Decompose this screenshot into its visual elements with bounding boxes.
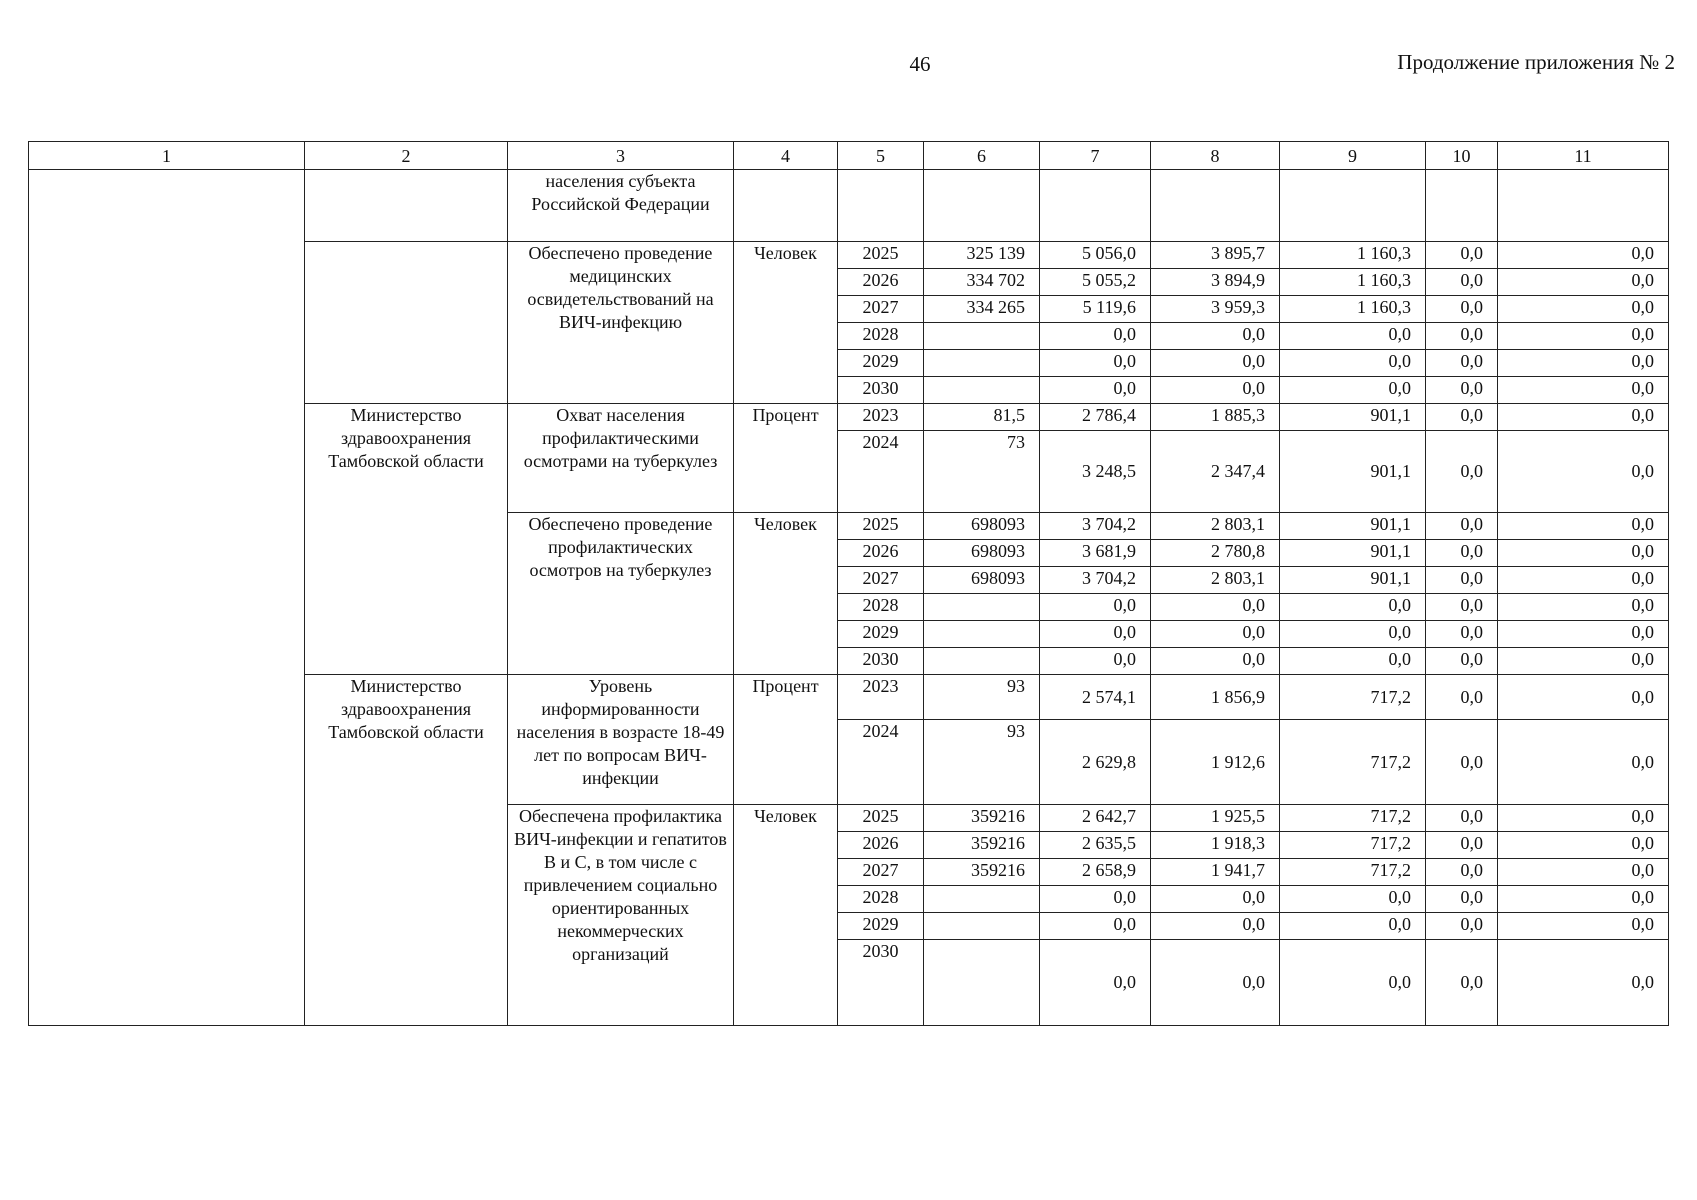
value-cell-c7: 3 704,2 — [1040, 513, 1151, 540]
year-cell: 2028 — [838, 594, 924, 621]
value-cell-c10: 0,0 — [1426, 720, 1498, 805]
value-cell-c6 — [924, 377, 1040, 404]
value-cell-c10: 0,0 — [1426, 350, 1498, 377]
value-cell-c7: 2 786,4 — [1040, 404, 1151, 431]
value-cell-c10: 0,0 — [1426, 296, 1498, 323]
value-cell-c10: 0,0 — [1426, 594, 1498, 621]
value-cell-c6: 698093 — [924, 513, 1040, 540]
value-cell-c7: 2 658,9 — [1040, 859, 1151, 886]
value-cell-c7: 2 642,7 — [1040, 805, 1151, 832]
value-cell-c8: 2 347,4 — [1151, 431, 1280, 513]
year-cell: 2025 — [838, 513, 924, 540]
year-cell: 2023 — [838, 404, 924, 431]
value-cell-c6: 359216 — [924, 805, 1040, 832]
value-cell-c9: 1 160,3 — [1280, 296, 1426, 323]
value-cell-c8: 0,0 — [1151, 886, 1280, 913]
unit-cell: Человек — [734, 513, 838, 675]
value-cell-c7: 0,0 — [1040, 350, 1151, 377]
value-cell-c8: 0,0 — [1151, 621, 1280, 648]
value-cell-c10: 0,0 — [1426, 913, 1498, 940]
value-cell-c6: 325 139 — [924, 242, 1040, 269]
value-cell-c9: 717,2 — [1280, 675, 1426, 720]
empty-cell — [1426, 170, 1498, 242]
value-cell-c11: 0,0 — [1498, 675, 1669, 720]
year-cell: 2029 — [838, 913, 924, 940]
value-cell-c8: 3 895,7 — [1151, 242, 1280, 269]
year-cell: 2025 — [838, 242, 924, 269]
year-cell: 2030 — [838, 940, 924, 1026]
value-cell-c9: 901,1 — [1280, 567, 1426, 594]
value-cell-c11: 0,0 — [1498, 350, 1669, 377]
empty-cell — [1040, 170, 1151, 242]
data-table — [28, 141, 1669, 1026]
year-cell: 2030 — [838, 648, 924, 675]
year-cell: 2028 — [838, 886, 924, 913]
year-cell: 2026 — [838, 540, 924, 567]
value-cell-c7: 3 681,9 — [1040, 540, 1151, 567]
value-cell-c9: 0,0 — [1280, 323, 1426, 350]
value-cell-c10: 0,0 — [1426, 832, 1498, 859]
value-cell-c6: 93 — [924, 675, 1040, 720]
value-cell-c10: 0,0 — [1426, 540, 1498, 567]
year-cell: 2029 — [838, 350, 924, 377]
value-cell-c7: 2 635,5 — [1040, 832, 1151, 859]
value-cell-c9: 901,1 — [1280, 540, 1426, 567]
value-cell-c11: 0,0 — [1498, 540, 1669, 567]
year-cell: 2026 — [838, 832, 924, 859]
value-cell-c11: 0,0 — [1498, 296, 1669, 323]
value-cell-c9: 901,1 — [1280, 513, 1426, 540]
value-cell-c9: 0,0 — [1280, 913, 1426, 940]
value-cell-c6: 73 — [924, 431, 1040, 513]
page-number: 46 — [909, 52, 931, 76]
value-cell-c9: 0,0 — [1280, 648, 1426, 675]
value-cell-c10: 0,0 — [1426, 567, 1498, 594]
value-cell-c11: 0,0 — [1498, 720, 1669, 805]
value-cell-c10: 0,0 — [1426, 242, 1498, 269]
column1-empty-cell — [29, 170, 305, 1026]
ministry-name: Министерство здравоохранения Тамбовской области — [305, 404, 508, 675]
unit-cell: Человек — [734, 805, 838, 1026]
value-cell-c10: 0,0 — [1426, 859, 1498, 886]
value-cell-c9: 1 160,3 — [1280, 242, 1426, 269]
value-cell-c7: 0,0 — [1040, 648, 1151, 675]
value-cell-c8: 0,0 — [1151, 648, 1280, 675]
value-cell-c6 — [924, 913, 1040, 940]
value-cell-c8: 0,0 — [1151, 350, 1280, 377]
ministry-name: Министерство здравоохранения Тамбовской области — [305, 675, 508, 1026]
value-cell-c11: 0,0 — [1498, 886, 1669, 913]
column-number: 8 — [1151, 142, 1280, 170]
column-number-row — [29, 142, 1669, 170]
value-cell-c7: 0,0 — [1040, 323, 1151, 350]
value-cell-c6: 334 265 — [924, 296, 1040, 323]
value-cell-c10: 0,0 — [1426, 513, 1498, 540]
indicator-name: Охват населения профилактическими осмотрами на туберкулез — [508, 404, 734, 513]
value-cell-c7: 0,0 — [1040, 940, 1151, 1026]
column-number: 2 — [305, 142, 508, 170]
year-cell: 2030 — [838, 377, 924, 404]
value-cell-c10: 0,0 — [1426, 940, 1498, 1026]
column2-empty-cell — [305, 242, 508, 404]
continuation-text: населения субъекта Российской Федерации — [508, 170, 734, 242]
value-cell-c7: 3 248,5 — [1040, 431, 1151, 513]
value-cell-c10: 0,0 — [1426, 648, 1498, 675]
value-cell-c6 — [924, 940, 1040, 1026]
value-cell-c11: 0,0 — [1498, 431, 1669, 513]
value-cell-c9: 1 160,3 — [1280, 269, 1426, 296]
value-cell-c6: 359216 — [924, 859, 1040, 886]
value-cell-c6 — [924, 594, 1040, 621]
value-cell-c7: 0,0 — [1040, 886, 1151, 913]
value-cell-c11: 0,0 — [1498, 404, 1669, 431]
year-cell: 2027 — [838, 859, 924, 886]
value-cell-c8: 1 941,7 — [1151, 859, 1280, 886]
value-cell-c6 — [924, 323, 1040, 350]
indicator-name: Уровень информированности населения в возрасте 18-49 лет по вопросам ВИЧ-инфекции — [508, 675, 734, 805]
value-cell-c8: 2 780,8 — [1151, 540, 1280, 567]
value-cell-c9: 901,1 — [1280, 431, 1426, 513]
value-cell-c11: 0,0 — [1498, 513, 1669, 540]
column-number: 9 — [1280, 142, 1426, 170]
value-cell-c7: 3 704,2 — [1040, 567, 1151, 594]
value-cell-c10: 0,0 — [1426, 377, 1498, 404]
value-cell-c10: 0,0 — [1426, 269, 1498, 296]
column-number: 11 — [1498, 142, 1669, 170]
value-cell-c9: 0,0 — [1280, 621, 1426, 648]
value-cell-c8: 0,0 — [1151, 940, 1280, 1026]
value-cell-c8: 1 885,3 — [1151, 404, 1280, 431]
value-cell-c8: 2 803,1 — [1151, 567, 1280, 594]
value-cell-c7: 2 629,8 — [1040, 720, 1151, 805]
table-body — [29, 142, 1669, 1026]
value-cell-c7: 0,0 — [1040, 377, 1151, 404]
value-cell-c9: 717,2 — [1280, 832, 1426, 859]
value-cell-c6 — [924, 886, 1040, 913]
value-cell-c8: 3 894,9 — [1151, 269, 1280, 296]
value-cell-c8: 0,0 — [1151, 594, 1280, 621]
value-cell-c11: 0,0 — [1498, 594, 1669, 621]
value-cell-c6: 334 702 — [924, 269, 1040, 296]
value-cell-c8: 0,0 — [1151, 913, 1280, 940]
column-number: 10 — [1426, 142, 1498, 170]
year-cell: 2027 — [838, 567, 924, 594]
indicator-name: Обеспечена профилактика ВИЧ-инфекции и гепатитов В и С, в том числе с привлечением социально ориентированных некоммерческих организаций — [508, 805, 734, 1026]
appendix-note: Продолжение приложения № 2 — [1397, 50, 1675, 74]
value-cell-c11: 0,0 — [1498, 323, 1669, 350]
indicator-name: Обеспечено проведение медицинских освидетельствований на ВИЧ-инфекцию — [508, 242, 734, 404]
column-number: 6 — [924, 142, 1040, 170]
value-cell-c11: 0,0 — [1498, 940, 1669, 1026]
value-cell-c11: 0,0 — [1498, 805, 1669, 832]
value-cell-c11: 0,0 — [1498, 832, 1669, 859]
value-cell-c10: 0,0 — [1426, 431, 1498, 513]
year-cell: 2024 — [838, 431, 924, 513]
continuation-row — [29, 170, 1669, 242]
empty-cell — [1498, 170, 1669, 242]
value-cell-c9: 901,1 — [1280, 404, 1426, 431]
value-cell-c6: 698093 — [924, 540, 1040, 567]
column-number: 7 — [1040, 142, 1151, 170]
value-cell-c11: 0,0 — [1498, 242, 1669, 269]
value-cell-c8: 1 918,3 — [1151, 832, 1280, 859]
value-cell-c7: 2 574,1 — [1040, 675, 1151, 720]
value-cell-c11: 0,0 — [1498, 377, 1669, 404]
value-cell-c11: 0,0 — [1498, 621, 1669, 648]
empty-cell — [838, 170, 924, 242]
value-cell-c10: 0,0 — [1426, 805, 1498, 832]
empty-cell — [924, 170, 1040, 242]
column2-empty-cell — [305, 170, 508, 242]
value-cell-c10: 0,0 — [1426, 621, 1498, 648]
value-cell-c11: 0,0 — [1498, 859, 1669, 886]
value-cell-c9: 717,2 — [1280, 805, 1426, 832]
year-cell: 2026 — [838, 269, 924, 296]
value-cell-c11: 0,0 — [1498, 567, 1669, 594]
year-cell: 2024 — [838, 720, 924, 805]
value-cell-c9: 717,2 — [1280, 720, 1426, 805]
value-cell-c7: 5 056,0 — [1040, 242, 1151, 269]
empty-cell — [1280, 170, 1426, 242]
column-number: 1 — [29, 142, 305, 170]
indicator-name: Обеспечено проведение профилактических осмотров на туберкулез — [508, 513, 734, 675]
empty-cell — [1151, 170, 1280, 242]
value-cell-c6 — [924, 621, 1040, 648]
column-number: 4 — [734, 142, 838, 170]
value-cell-c9: 0,0 — [1280, 886, 1426, 913]
value-cell-c7: 0,0 — [1040, 594, 1151, 621]
value-cell-c9: 0,0 — [1280, 594, 1426, 621]
unit-cell: Процент — [734, 675, 838, 805]
value-cell-c10: 0,0 — [1426, 886, 1498, 913]
value-cell-c9: 0,0 — [1280, 940, 1426, 1026]
value-cell-c8: 1 925,5 — [1151, 805, 1280, 832]
unit-cell: Человек — [734, 242, 838, 404]
value-cell-c7: 5 055,2 — [1040, 269, 1151, 296]
empty-cell — [734, 170, 838, 242]
column-number: 5 — [838, 142, 924, 170]
value-cell-c8: 2 803,1 — [1151, 513, 1280, 540]
value-cell-c7: 0,0 — [1040, 913, 1151, 940]
value-cell-c6: 359216 — [924, 832, 1040, 859]
value-cell-c6: 81,5 — [924, 404, 1040, 431]
year-cell: 2025 — [838, 805, 924, 832]
value-cell-c10: 0,0 — [1426, 675, 1498, 720]
value-cell-c6: 698093 — [924, 567, 1040, 594]
value-cell-c9: 717,2 — [1280, 859, 1426, 886]
unit-cell: Процент — [734, 404, 838, 513]
year-cell: 2023 — [838, 675, 924, 720]
year-cell: 2027 — [838, 296, 924, 323]
value-cell-c6 — [924, 350, 1040, 377]
value-cell-c11: 0,0 — [1498, 913, 1669, 940]
value-cell-c8: 0,0 — [1151, 377, 1280, 404]
value-cell-c8: 3 959,3 — [1151, 296, 1280, 323]
value-cell-c8: 1 856,9 — [1151, 675, 1280, 720]
value-cell-c11: 0,0 — [1498, 269, 1669, 296]
value-cell-c9: 0,0 — [1280, 350, 1426, 377]
year-cell: 2028 — [838, 323, 924, 350]
value-cell-c7: 5 119,6 — [1040, 296, 1151, 323]
value-cell-c9: 0,0 — [1280, 377, 1426, 404]
value-cell-c10: 0,0 — [1426, 323, 1498, 350]
value-cell-c6 — [924, 648, 1040, 675]
value-cell-c8: 1 912,6 — [1151, 720, 1280, 805]
column-number: 3 — [508, 142, 734, 170]
value-cell-c6: 93 — [924, 720, 1040, 805]
value-cell-c11: 0,0 — [1498, 648, 1669, 675]
value-cell-c10: 0,0 — [1426, 404, 1498, 431]
value-cell-c8: 0,0 — [1151, 323, 1280, 350]
year-cell: 2029 — [838, 621, 924, 648]
value-cell-c7: 0,0 — [1040, 621, 1151, 648]
